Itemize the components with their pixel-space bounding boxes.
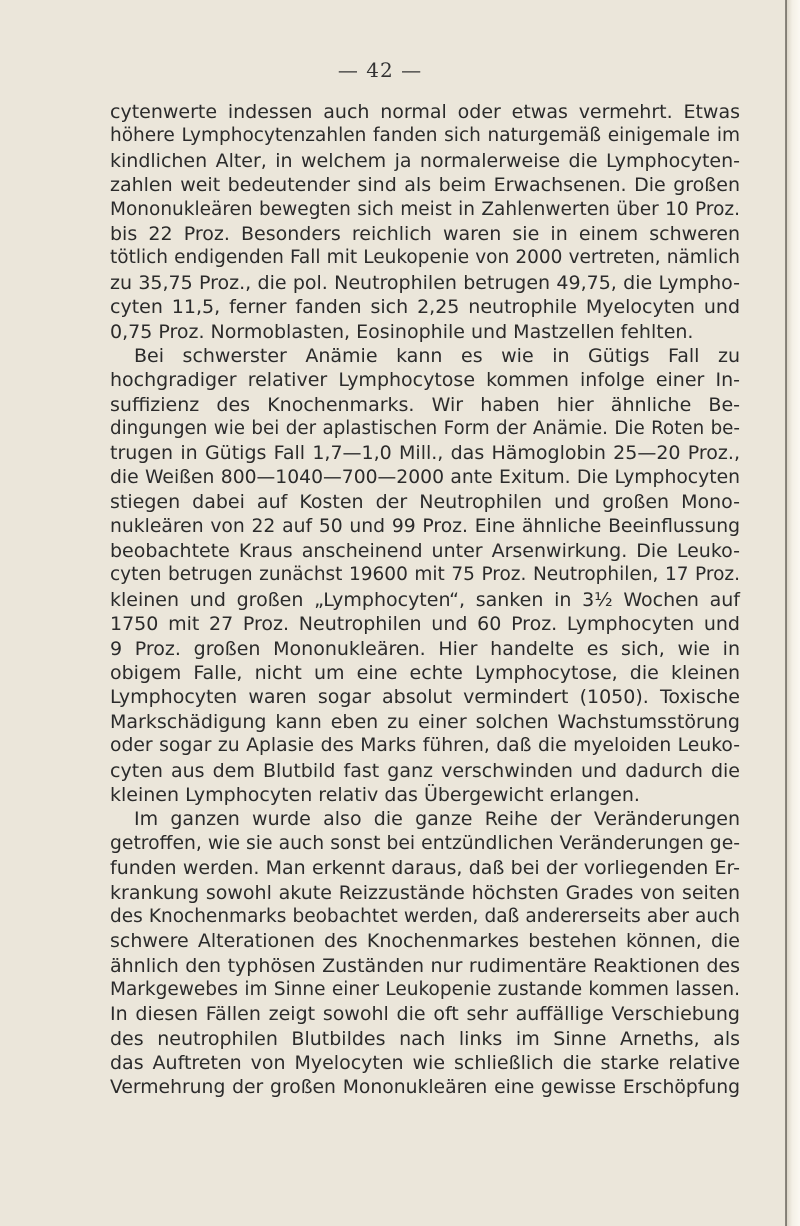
- text-line: tötlich endigenden Fall mit Leukopenie von 2000 vertreten, nämlich: [110, 247, 740, 269]
- text-line: getroffen, wie sie auch sonst bei entzündlichen Veränderungen ge-: [110, 832, 740, 854]
- text-line: stiegen dabei auf Kosten der Neutrophilen und großen Mono-: [110, 491, 740, 514]
- text-line: ähnlich den typhösen Zuständen nur rudimentäre Reaktionen des: [110, 954, 740, 977]
- text-line: In diesen Fällen zeigt sowohl die oft sehr auffällige Verschiebung: [110, 1003, 740, 1026]
- text-line: Lymphocyten waren sogar absolut vermindert (1050). Toxische: [110, 686, 740, 709]
- text-line: Bei schwerster Anämie kann es wie in Gütigs Fall zu: [134, 344, 740, 367]
- text-line: Mononukleären bewegten sich meist in Zahlenwerten über 10 Proz.: [110, 198, 740, 220]
- body-text: [110, 100, 740, 1100]
- text-line: höhere Lymphocytenzahlen fanden sich naturgemäß einigemale im: [110, 125, 740, 147]
- page-edge-line: [785, 0, 787, 1226]
- text-line: Markschädigung kann eben zu einer solchen Wachstumsstörung: [110, 710, 740, 733]
- text-line: das Auftreten von Myelocyten wie schließlich die starke relative: [110, 1052, 740, 1075]
- text-line: des neutrophilen Blutbildes nach links im Sinne Arneths, als: [110, 1027, 740, 1050]
- text-line: dingungen wie bei der aplastischen Form der Anämie. Die Roten be-: [110, 418, 740, 440]
- text-line: hochgradiger relativer Lymphocytose kommen infolge einer In-: [110, 369, 740, 392]
- text-line: beobachtete Kraus anscheinend unter Arsenwirkung. Die Leuko-: [110, 540, 740, 563]
- text-line: kleinen Lymphocyten relativ das Übergewicht erlangen.: [110, 783, 640, 806]
- text-line: obigem Falle, nicht um eine echte Lymphocytose, die kleinen: [110, 661, 740, 684]
- text-line: cytenwerte indessen auch normal oder etwas vermehrt. Etwas: [110, 101, 740, 123]
- text-line: 1750 mit 27 Proz. Neutrophilen und 60 Proz. Lymphocyten und: [110, 613, 740, 636]
- text-line: kleinen und großen „Lymphocyten“, sanken in 3½ Wochen auf: [110, 588, 740, 611]
- text-line: cyten aus dem Blutbild fast ganz verschwinden und dadurch die: [110, 759, 740, 782]
- text-line: nukleären von 22 auf 50 und 99 Proz. Eine ähnliche Beeinflussung: [110, 515, 740, 537]
- page-number: — 42 —: [337, 58, 423, 82]
- text-line: Im ganzen wurde also die ganze Reihe der Veränderungen: [134, 808, 740, 831]
- text-line: trugen in Gütigs Fall 1,7—1,0 Mill., das Hämoglobin 25—20 Proz.,: [110, 442, 740, 465]
- text-line: oder sogar zu Aplasie des Marks führen, daß die myeloiden Leuko-: [110, 735, 740, 757]
- text-line: zu 35,75 Proz., die pol. Neutrophilen betrugen 49,75, die Lympho-: [110, 271, 740, 294]
- text-line: funden werden. Man erkennt daraus, daß bei der vorliegenden Er-: [110, 857, 740, 880]
- text-line: zahlen weit bedeutender sind als beim Erwachsenen. Die großen: [110, 174, 740, 197]
- text-line: cyten betrugen zunächst 19600 mit 75 Proz. Neutrophilen, 17 Proz.: [110, 564, 740, 586]
- text-line: cyten 11,5, ferner fanden sich 2,25 neutrophile Myelocyten und: [110, 296, 740, 319]
- text-line: des Knochenmarks beobachtet werden, daß andererseits aber auch: [110, 905, 740, 927]
- text-line: suffizienz des Knochenmarks. Wir haben hier ähnliche Be-: [110, 393, 740, 416]
- text-line: schwere Alterationen des Knochenmarkes bestehen können, die: [110, 930, 740, 953]
- page-edge: [786, 0, 800, 1226]
- text-line: 9 Proz. großen Mononukleären. Hier handelte es sich, wie in: [110, 637, 740, 660]
- text-line: kindlichen Alter, in welchem ja normalerweise die Lymphocyten-: [110, 149, 740, 172]
- text-line: 0,75 Proz. Normoblasten, Eosinophile und Mastzellen fehlten.: [110, 320, 694, 343]
- text-line: Markgewebes im Sinne einer Leukopenie zustande kommen lassen.: [110, 979, 740, 1001]
- text-line: krankung sowohl akute Reizzustände höchsten Grades von seiten: [110, 881, 740, 904]
- text-line: Vermehrung der großen Mononukleären eine gewisse Erschöpfung: [110, 1076, 740, 1098]
- text-line: die Weißen 800—1040—700—2000 ante Exitum. Die Lymphocyten: [110, 466, 740, 488]
- text-line: bis 22 Proz. Besonders reichlich waren sie in einem schweren: [110, 222, 740, 245]
